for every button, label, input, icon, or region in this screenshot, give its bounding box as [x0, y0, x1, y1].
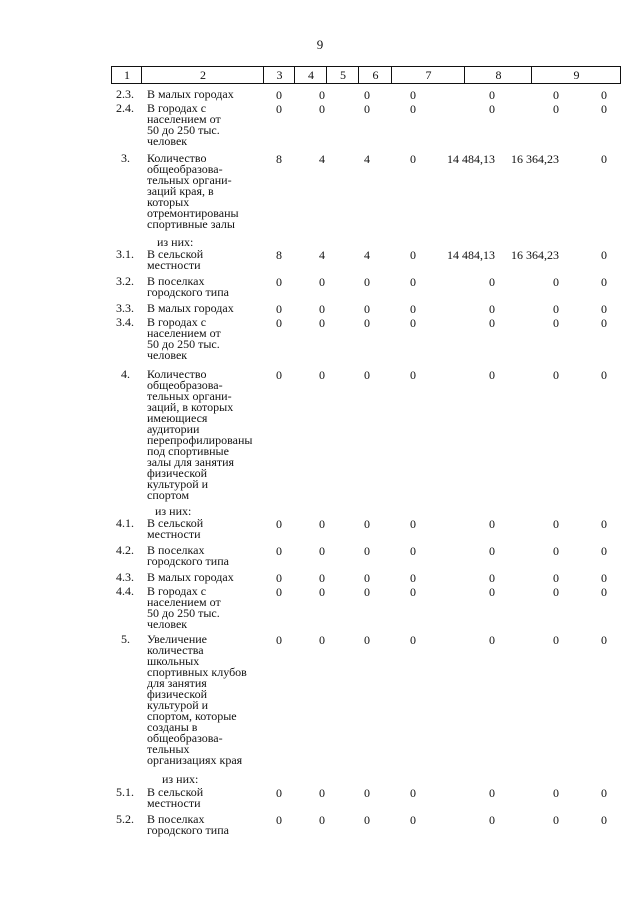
value-col-8: 16 364,23 [511, 152, 559, 166]
header-cell-8: 8 [495, 68, 502, 82]
header-divider [263, 67, 264, 83]
value-col-3: 0 [276, 102, 282, 116]
value-col-5: 4 [364, 152, 370, 166]
row-number: 4.2. [116, 543, 134, 557]
header-divider [326, 67, 327, 83]
value-col-4: 4 [319, 248, 325, 262]
value-col-4: 0 [319, 302, 325, 316]
value-col-5: 0 [364, 633, 370, 647]
value-col-7: 0 [489, 102, 495, 116]
row-label: В поселках городского типа [147, 274, 229, 299]
value-col-5: 0 [364, 316, 370, 330]
value-col-6: 0 [410, 517, 416, 531]
value-col-7: 0 [489, 786, 495, 800]
header-divider [294, 67, 295, 83]
value-col-4: 0 [319, 813, 325, 827]
value-col-4: 0 [319, 585, 325, 599]
value-col-3: 0 [276, 517, 282, 531]
row-number: 5.1. [116, 785, 134, 799]
value-col-3: 0 [276, 813, 282, 827]
value-col-3: 0 [276, 368, 282, 382]
value-col-7: 0 [489, 368, 495, 382]
header-cell-6: 6 [372, 68, 379, 82]
value-col-6: 0 [410, 368, 416, 382]
header-divider [531, 67, 532, 83]
value-col-3: 0 [276, 302, 282, 316]
value-col-6: 0 [410, 102, 416, 116]
value-col-4: 0 [319, 316, 325, 330]
value-col-5: 0 [364, 786, 370, 800]
row-label: В поселках городского типа [147, 543, 229, 568]
row-label: В малых городах [147, 301, 234, 315]
row-number: 5.2. [116, 812, 134, 826]
value-col-6: 0 [410, 152, 416, 166]
value-col-9: 0 [601, 302, 607, 316]
value-col-9: 0 [601, 248, 607, 262]
value-col-6: 0 [410, 88, 416, 102]
value-col-9: 0 [601, 813, 607, 827]
header-cell-2: 2 [200, 68, 206, 82]
value-col-5: 0 [364, 102, 370, 116]
value-col-7: 0 [489, 813, 495, 827]
value-col-5: 0 [364, 88, 370, 102]
value-col-9: 0 [601, 275, 607, 289]
value-col-4: 0 [319, 102, 325, 116]
value-col-9: 0 [601, 786, 607, 800]
value-col-7: 0 [489, 571, 495, 585]
value-col-4: 0 [319, 368, 325, 382]
value-col-8: 0 [553, 517, 559, 531]
value-col-6: 0 [410, 585, 416, 599]
value-col-9: 0 [601, 102, 607, 116]
value-col-7: 0 [489, 585, 495, 599]
value-col-4: 0 [319, 517, 325, 531]
value-col-5: 0 [364, 302, 370, 316]
value-col-5: 0 [364, 585, 370, 599]
value-col-9: 0 [601, 88, 607, 102]
value-col-7: 0 [489, 544, 495, 558]
row-number: 2.4. [116, 101, 134, 115]
value-col-7: 0 [489, 316, 495, 330]
row-number: 4.3. [116, 570, 134, 584]
value-col-5: 0 [364, 813, 370, 827]
subheading-iz-nikh: из них: [155, 504, 192, 518]
value-col-3: 0 [276, 316, 282, 330]
row-label: В малых городах [147, 570, 234, 584]
value-col-5: 0 [364, 517, 370, 531]
value-col-6: 0 [410, 302, 416, 316]
value-col-7: 0 [489, 88, 495, 102]
value-col-6: 0 [410, 544, 416, 558]
header-cell-5: 5 [340, 68, 346, 82]
row-number: 3.4. [116, 315, 134, 329]
subheading-iz-nikh: из них: [162, 772, 199, 786]
row-label: Увеличение количества школьных спортивных клубов для занятия физической культурой и спортом, которые созданы в общеобразова- тельных организациях края [147, 632, 247, 767]
header-cell-9: 9 [573, 68, 580, 82]
value-col-4: 0 [319, 544, 325, 558]
header-cell-7: 7 [425, 68, 432, 82]
value-col-8: 0 [553, 88, 559, 102]
value-col-9: 0 [601, 585, 607, 599]
row-label: В поселках городского типа [147, 812, 229, 837]
row-number: 4. [121, 367, 130, 381]
value-col-9: 0 [601, 571, 607, 585]
header-divider [141, 67, 142, 83]
row-number: 3.1. [116, 247, 134, 261]
value-col-3: 0 [276, 275, 282, 289]
value-col-5: 0 [364, 275, 370, 289]
row-number: 2.3. [116, 87, 134, 101]
value-col-7: 0 [489, 275, 495, 289]
value-col-9: 0 [601, 633, 607, 647]
value-col-3: 8 [276, 248, 282, 262]
value-col-7: 14 484,13 [447, 248, 495, 262]
value-col-3: 0 [276, 571, 282, 585]
header-divider [391, 67, 392, 83]
row-number: 5. [121, 632, 130, 646]
header-divider [464, 67, 465, 83]
value-col-3: 8 [276, 152, 282, 166]
table-header [111, 66, 621, 84]
value-col-8: 0 [553, 302, 559, 316]
value-col-8: 16 364,23 [511, 248, 559, 262]
value-col-9: 0 [601, 544, 607, 558]
row-number: 3.3. [116, 301, 134, 315]
value-col-9: 0 [601, 517, 607, 531]
value-col-6: 0 [410, 813, 416, 827]
value-col-4: 0 [319, 275, 325, 289]
value-col-8: 0 [553, 316, 559, 330]
value-col-3: 0 [276, 88, 282, 102]
value-col-9: 0 [601, 316, 607, 330]
value-col-8: 0 [553, 571, 559, 585]
value-col-6: 0 [410, 275, 416, 289]
value-col-3: 0 [276, 633, 282, 647]
row-number: 4.1. [116, 516, 134, 530]
value-col-7: 14 484,13 [447, 152, 495, 166]
value-col-3: 0 [276, 585, 282, 599]
value-col-8: 0 [553, 585, 559, 599]
row-label: В сельской местности [147, 516, 204, 541]
row-label: В городах с населением от 50 до 250 тыс. человек [147, 584, 221, 631]
row-label: В городах с населением от 50 до 250 тыс. человек [147, 101, 221, 148]
value-col-9: 0 [601, 152, 607, 166]
row-label: В сельской местности [147, 247, 204, 272]
value-col-4: 0 [319, 786, 325, 800]
value-col-3: 0 [276, 544, 282, 558]
row-label: В малых городах [147, 87, 234, 101]
value-col-4: 4 [319, 152, 325, 166]
value-col-8: 0 [553, 544, 559, 558]
row-number: 3. [121, 151, 130, 165]
value-col-9: 0 [601, 368, 607, 382]
value-col-8: 0 [553, 102, 559, 116]
row-label: Количество общеобразова- тельных органи- заций, в которых имеющиеся аудитории перепрофилированы под спортивные залы для занятия физической культурой и спортом [147, 367, 253, 502]
value-col-3: 0 [276, 786, 282, 800]
value-col-6: 0 [410, 571, 416, 585]
value-col-7: 0 [489, 633, 495, 647]
row-number: 4.4. [116, 584, 134, 598]
value-col-4: 0 [319, 88, 325, 102]
value-col-5: 0 [364, 571, 370, 585]
value-col-6: 0 [410, 248, 416, 262]
value-col-6: 0 [410, 316, 416, 330]
header-cell-3: 3 [276, 68, 283, 82]
value-col-8: 0 [553, 786, 559, 800]
value-col-4: 0 [319, 571, 325, 585]
value-col-5: 4 [364, 248, 370, 262]
subheading-iz-nikh: из них: [157, 235, 194, 249]
value-col-8: 0 [553, 813, 559, 827]
value-col-7: 0 [489, 517, 495, 531]
header-cell-1: 1 [124, 68, 130, 82]
row-label: В сельской местности [147, 785, 204, 810]
value-col-8: 0 [553, 633, 559, 647]
row-number: 3.2. [116, 274, 134, 288]
header-cell-4: 4 [308, 68, 314, 82]
value-col-6: 0 [410, 633, 416, 647]
value-col-5: 0 [364, 544, 370, 558]
value-col-8: 0 [553, 275, 559, 289]
value-col-5: 0 [364, 368, 370, 382]
row-label: Количество общеобразова- тельных органи- заций края, в которых отремонтированы спортивные залы [147, 151, 239, 231]
row-label: В городах с населением от 50 до 250 тыс. человек [147, 315, 221, 362]
value-col-8: 0 [553, 368, 559, 382]
value-col-4: 0 [319, 633, 325, 647]
header-divider [358, 67, 359, 83]
value-col-7: 0 [489, 302, 495, 316]
page-number: 9 [316, 37, 324, 52]
value-col-6: 0 [410, 786, 416, 800]
